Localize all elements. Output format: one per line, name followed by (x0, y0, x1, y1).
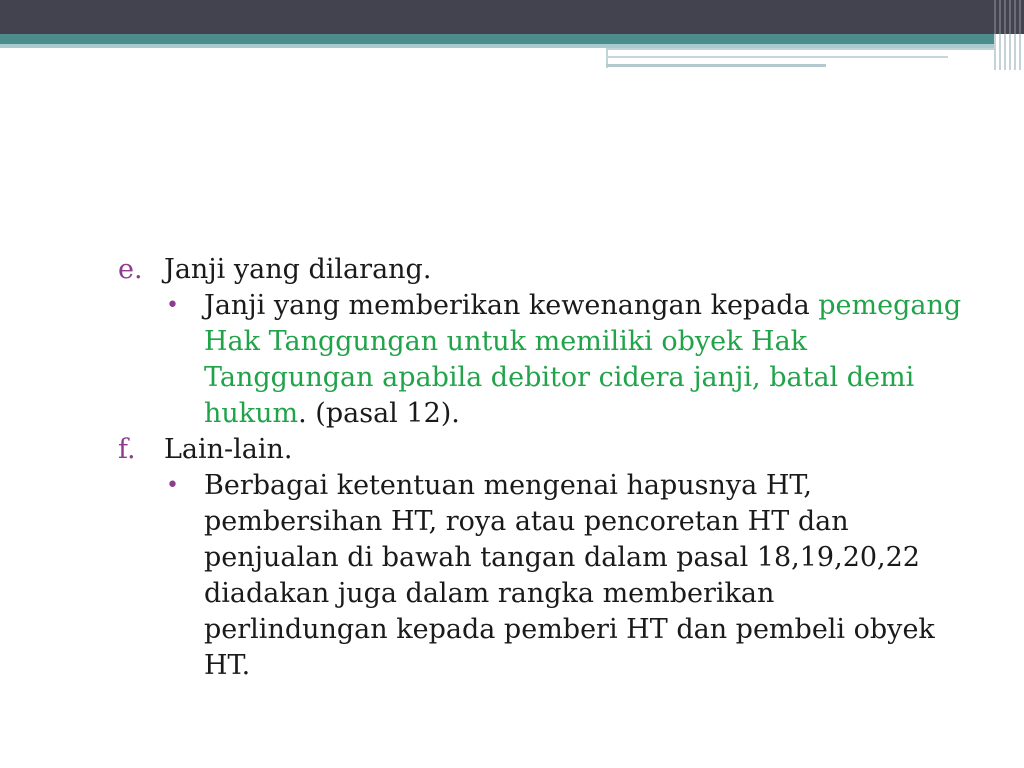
bullet-text-plain: Janji yang memberikan kewenangan kepada (204, 290, 819, 321)
sub-bullet-text (204, 288, 964, 432)
list-item-e (118, 252, 978, 288)
slide-body (118, 252, 978, 684)
list-item-f (118, 432, 978, 468)
header-decor-stripes-dark (994, 0, 1024, 34)
list-item-title: Janji yang dilarang. (164, 254, 432, 285)
sub-bullet (160, 468, 978, 684)
header-bar (0, 0, 1024, 34)
bullet-text-highlight: pemegang Hak Tanggungan untuk memiliki obyek Hak Tanggungan apabila debitor cidera janji, batal demi hukum (204, 290, 962, 429)
sub-bullet-text: Berbagai ketentuan mengenai hapusnya HT, pembersihan HT, roya atau pencoretan HT dan penjualan di bawah tangan dalam pasal 18,19,20,22 diadakan juga dalam rangka memberikan perlindungan kepada pemberi HT dan pembeli obyek HT. (204, 470, 935, 681)
bullet-text-end: . (pasal 12). (298, 398, 460, 429)
list-marker: f. (118, 434, 136, 465)
list-marker: e. (118, 254, 143, 285)
bullet-icon: • (166, 293, 179, 318)
header-accent-band (0, 34, 1024, 44)
list-item-title: Lain-lain. (164, 434, 293, 465)
sub-bullet (160, 288, 978, 432)
header-decor-line (606, 56, 948, 58)
header-decor-line-lower (606, 64, 826, 67)
bullet-icon: • (166, 473, 179, 498)
